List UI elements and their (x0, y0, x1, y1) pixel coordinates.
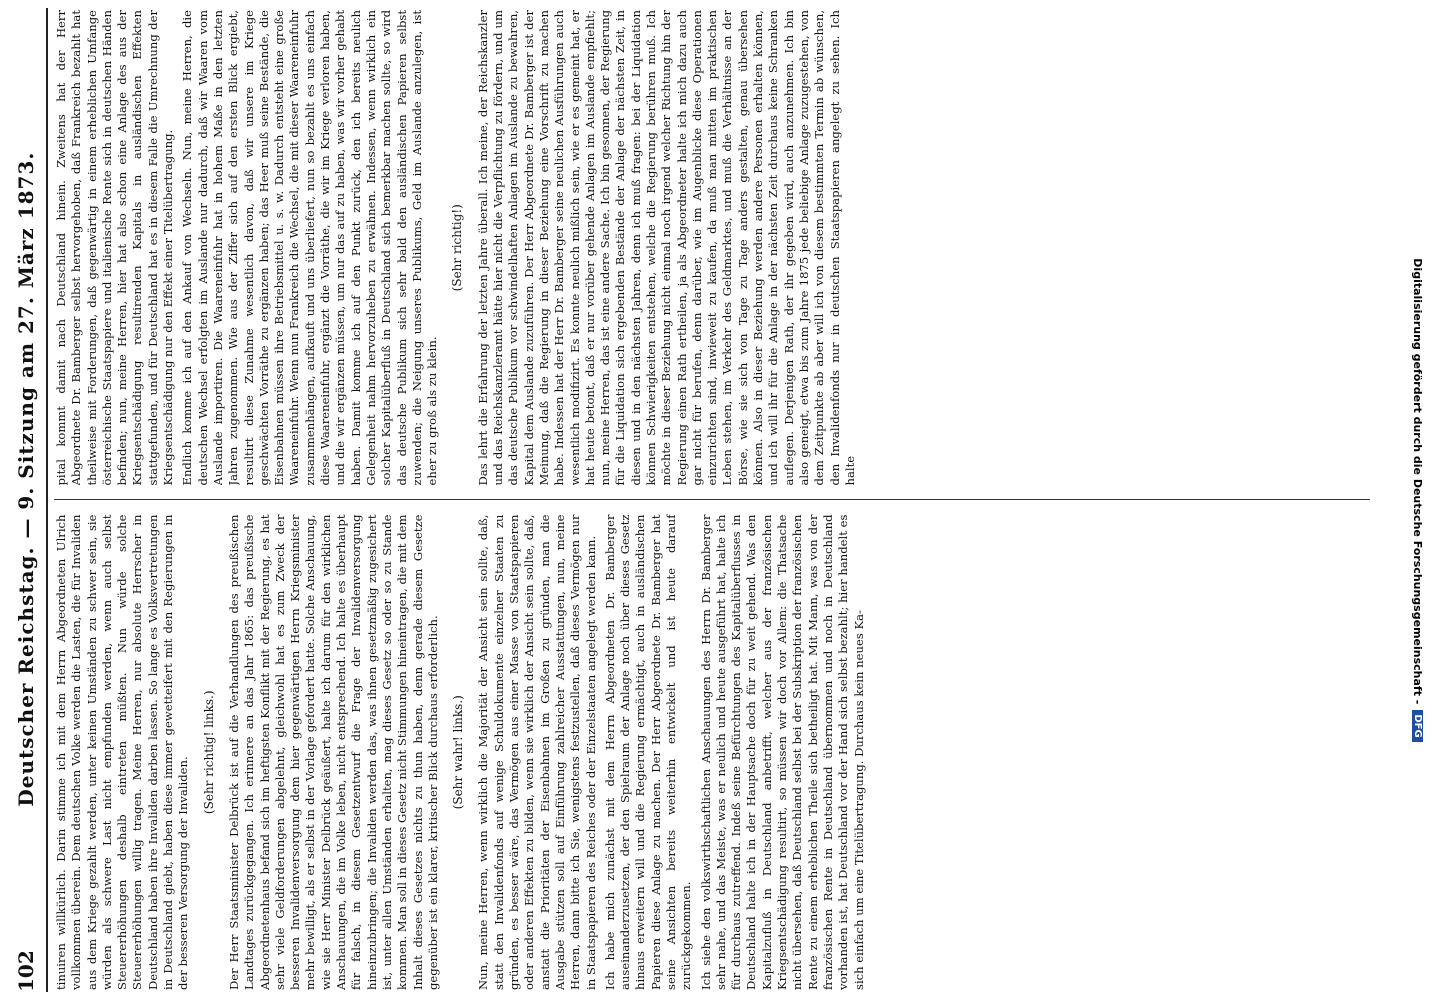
paragraph: Nun, meine Herren, wenn wirklich die Majorität der Ansicht sein sollte, daß, statt den Invalidenfonds auf wenige Schuldokumente einzelner Staaten zu gründen, es besser wäre, das Vermögen aus einer Masse von Staatspapieren oder anderen Effekten zu bilden, wenn sie wirklich der Ansicht sein sollte, daß, anstatt die Prioritäten der Eisenbahnen im Großen zu gründen, man die Ausgabe stützen soll auf Einführung zahlreicher Ausstattungen, nun, meine Herren, dann bitte ich Sie, wenigstens festzustellen, daß dieses Vermögen nur in Staatspapieren des Reiches oder der Einzelstaaten angelegt werden kann. (476, 514, 598, 990)
funding-credit-text: Digitalisierung gefördert durch die Deutsche Forschungsgemeinschaft - (1411, 258, 1425, 705)
paragraph: tinuiren willkürlich. Darin stimme ich mit dem Herrn Abgeordneten Ulrich vollkommen überein. Dem deutschen Volke werden die Lasten, die für Invaliden aus dem Kriege gezahlt werden, unter keinen Umständen zu schwer sein, sie würden als schwere Last nicht empfunden werden, wenn auch selbst Steuererhöhungen deshalb eintreten müßten. Nun würde solche Steuererhöhungen willig tragen. Meine Herren, nur absolute Herrscher in Deutschland haben ihre Invaliden darben lassen. So lange es Volksvertretungen in Deutschland giebt, haben diese immer gewetteifert mit den Regierungen in der besseren Versorgung der Invaliden. (54, 514, 191, 990)
column-right (54, 10, 1370, 486)
remark: (Sehr richtig!) (450, 204, 465, 292)
funding-credit-text-wrap (1408, 0, 1428, 1000)
paragraph: Das lehrt die Erfahrung der letzten Jahre überall. Ich meine, der Reichskanzler und das Reichskanzleramt hätte hier nicht die Verpflichtung zu fördern, und um das deutsche Publikum vor schwindelhaften Anlagen im Auslande zu bewahren, Kapital dem Auslande zuzuführen. Der Herr Abgeordnete Dr. Bamberger ist der Meinung, daß die Regierung in dieser Beziehung eine Vorschrift zu machen habe. Indessen hat der Herr Dr. Bamberger seine neulichen Ausführungen auch wesentlich modifizirt. Es konnte neulich mißlich sein, wie er es gemeint hat, er hat heute betont, daß er nur vorüber gehende Anlagen im Auslande empfiehlt; nun, meine Herren, das ist eine andere Sache. Ich bin gesonnen, der Regierung für die Liquidation sich ergebenden Bestände der Anlage der nächsten Zeit, in diesen und in den nächsten Jahren, denn ich muß fragen: bei der Liquidation können Schwierigkeiten entstehen, welche die Regierung berühren muß. Ich möchte in dieser Beziehung nicht einmal noch irgend welcher Richtung hin der Regierung einen Rath ertheilen, ja als Abgeordneter halte ich mich dazu auch gar nicht für berufen, denn darüber, wie im Augenblicke diese Operationen einzurichten sind, inwieweit zu kaufen, da muß man mitten im praktischen Leben stehen, im Verkehr des Geldmarktes, und muß die Verhältnisse an der Börse, wie sie sich von Tage zu Tage anders gestalten, genau übersehen können. Also in dieser Beziehung werden andere Personen erhalten können, und ich will ihr für die Anlage in der nächsten Zeit durchaus keine Schranken auflegen. Derjenigen Rath, der ihr gegeben wird, auch anzunehmen. Ich bin also geneigt, etwa bis zum Jahre 1875 jede beliebige Anlage zuzugestehen, von dem Zeitpunkte ab aber will ich von diesem bestimmten Termin ab wünschen, den Invalidenfonds nur in deutschen Staatspapieren angelegt zu sehen. Ich halte (475, 10, 857, 486)
column-left (54, 515, 1370, 991)
running-header (6, 8, 48, 992)
paragraph: pital kommt damit nach Deutschland hinein. Zweitens hat der Herr Abgeordnete Dr. Bamberger selbst hervorgehoben, daß Frankreich bezahlt hat theilweise mit Forderungen, daß gegenwärtig in einem erheblichen Umfange österreichische Staatspapiere und italienische Rente sich in deutschen Händen befinden; nun, meine Herren, hier hat also schon eine Anlage des aus der Kriegsentschädigung resultirenden Kapitals in ausländischen Effekten stattgefunden, und für Deutschland hat es in diesem Falle die Umrechnung der Kriegsentschädigung nur den Effekt einer Titelübertragung. (54, 10, 176, 486)
paragraph: Ich habe mich zunächst mit dem Herrn Abgeordneten Dr. Bamberger auseinanderzusetzen, der den Spielraum der Anlage noch über dieses Gesetz hinaus erweitern will und die Regierung ermächtigt, auch in ausländischen Papieren diese Anlage zu machen. Der Herr Abgeordnete Dr. Bamberger hat seine Ansichten bereits weiterhin entwickelt und ist heute darauf zurückgekommen. (602, 514, 694, 990)
page-number: 102 (14, 950, 38, 992)
funding-credit (1412, 0, 1432, 1000)
paragraph: Ich siehe den volkswirthschaftlichen Anschauungen des Herrn Dr. Bamberger sehr nahe, und das Meiste, was er neulich und heute ausgeführt hat, halte ich für durchaus zutreffend. Indeß seine Befürchtungen des Kapitalüberflusses in Deutschland halte ich in der Hauptsache doch für zu weit gehend. Was den Kapitalzufluß in Deutschland anbetrifft, welcher aus der französischen Kriegsentschädigung resultirt, so müssen wir doch vor Allem: die Thatsache nicht übersehen, daß Deutschland selbst bei der Subskription der französischen Rente zu einem erheblichen Theile sich betheiligt hat. Mit Mann, was von der französischen Rente in Deutschland übernommen und noch in Deutschland vorhanden ist, hat Deutschland vor der Hand sich selbst bezahlt; hier handelt es sich einfach um eine Titelübertragung. Durchaus kein neues Ka- (698, 514, 866, 990)
text-columns (54, 10, 1370, 990)
paragraph: Endlich komme ich auf den Ankauf von Wechseln. Nun, meine Herren, die deutschen Wechsel erfolgten im Auslande nur dadurch, daß wir Waaren vom Auslande importiren. Die Waareneinfuhr hat in hohem Maße in den letzten Jahren zugenommen. Wie aus der Ziffer sich auf den ersten Blick ergiebt, resultirt diese Zunahme wesentlich davon, daß wir unsere im Kriege geschwächten Vorräthe zu ergänzen haben; das Heer muß seine Bestände, die Eisenbahnen müssen ihre Betriebsmittel u. s. w. Dadurch entsteht eine große Waareneinfuhr. Wenn nun Frankreich die Wechsel, die mit dieser Waareneinfuhr zusammenhängen, aufkauft und uns überliefert, nun so bezahlt es uns einfach diese Waareneinfuhr, ergänzt die Vorräthe, die wir im Kriege verloren haben, und die wir ergänzen müssen, um nur das auf zu haben, was wir vorher gehabt haben. Damit komme ich auf den Punkt zurück, den ich bereits neulich Gelegenheit nahm hervorzuheben zu erwähnen. Indessen, wenn wirklich ein solcher Kapitalüberfluß in Deutschland sich bemerkbar machen sollte, so wird das deutsche Publikum sich sehr bald den ausländischen Papieren selbst zuwenden; die Neigung unseres Publikums, Geld im Auslande anzulegen, ist eher zu groß als zu klein. (180, 10, 440, 486)
dfg-logo: DFG (1413, 710, 1424, 741)
remark: (Sehr wahr! links.) (451, 695, 466, 810)
page-title: Deutscher Reichstag. — 9. Sitzung am 27. März 1873. (14, 151, 38, 807)
column-divider (54, 500, 1370, 501)
remark: (Sehr richtig! links.) (201, 690, 216, 815)
paragraph: Der Herr Staatsminister Delbrück ist auf die Verhandlungen des preußischen Landtages zurückgegangen. Ich erinnere an das Jahr 1865: das preußische Abgeordnetenhaus befand sich im heftigsten Konflikt mit der Regierung, es hat sehr viele Geldforderungen abgelehnt, gleichwohl hat es zum Zweck der besseren Invalidenversorgung dem hier gegenwärtigen Herrn Kriegsminister mehr bewilligt, als er selbst in der Vorlage gefordert hatte. Solche Anschauung, wie sie Herr Minister Delbrück geäußert, halte ich darum für den wirklichen Anschauungen, die im Volke leben, nicht entsprechend. Ich halte es überhaupt für falsch, in diesem Gesetzentwurf die Frage der Invalidenversorgung hineinzubringen; die Invaliden werden das, was ihnen gesetzmäßig zugesichert ist, unter allen Umständen erhalten, mag dieses Gesetz so oder so zu Stande kommen. Man soll in dieses Gesetz nicht Stimmungen hineintragen, die mit dem Inhalt dieses Gesetzes nichts zu thun haben, denn gerade diesem Gesetze gegenüber ist ein klarer, kritischer Blick durchaus erforderlich. (226, 514, 440, 990)
